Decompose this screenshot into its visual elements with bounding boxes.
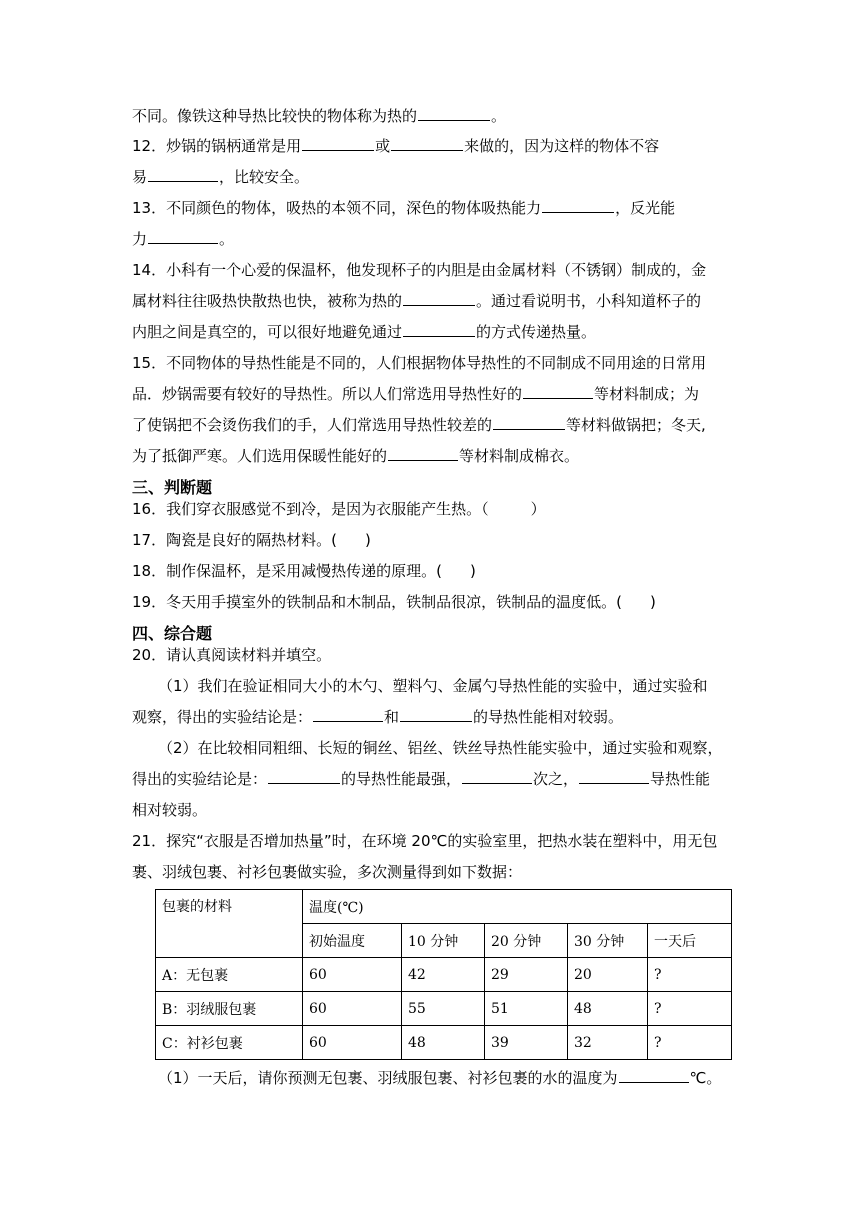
text: 导热性能	[650, 770, 711, 788]
text: 观察，得出的实验结论是：	[132, 708, 313, 726]
row-label: C：衬衫包裹	[156, 1026, 303, 1060]
question-20-1-line-2	[132, 707, 623, 727]
text: 力	[132, 230, 148, 248]
fill-blank[interactable]	[579, 769, 649, 784]
text: （1）一天后，请你预测无包裹、羽绒服包裹、衬衫包裹的水的温度为	[158, 1069, 618, 1087]
fill-blank[interactable]	[148, 167, 218, 182]
text: 品．炒锅需要有较好的导热性。所以人们常选用导热性好的	[132, 385, 523, 403]
text: 15．不同物体的导热性能是不同的，人们根据物体导热性的不同制成不同用途的日常用	[132, 354, 707, 372]
table-cell: 60	[303, 958, 402, 992]
question-17	[132, 530, 371, 550]
fill-blank[interactable]	[403, 322, 475, 337]
table-cell: 51	[485, 992, 568, 1026]
text: 12．炒锅的锅柄通常是用	[132, 137, 302, 155]
column-header: 30 分钟	[568, 924, 648, 958]
table-cell: ?	[648, 1026, 732, 1060]
question-14-line-2	[132, 291, 701, 311]
text: 不同。像铁这种导热比较快的物体称为热的	[132, 107, 418, 125]
material-header: 包裹的材料	[156, 890, 303, 958]
section-heading-comprehensive: 四、综合题	[132, 624, 213, 643]
question-15-line-1	[132, 353, 706, 373]
fill-blank[interactable]	[403, 291, 475, 306]
text: 内胆之间是真空的，可以很好地避免通过	[132, 323, 403, 341]
question-12-line-1	[132, 136, 659, 156]
table-cell: ?	[648, 958, 732, 992]
fill-blank[interactable]	[542, 198, 614, 213]
line-heat-conductor	[132, 106, 506, 126]
temperature-table	[155, 889, 732, 1060]
question-20-2-line-3: 相对较弱。	[132, 801, 208, 819]
table-cell: 60	[303, 992, 402, 1026]
text: 16．我们穿衣服感觉不到冷，是因为衣服能产生热。（	[132, 500, 489, 518]
fill-blank[interactable]	[391, 136, 463, 151]
question-15-line-2	[132, 384, 699, 404]
text: 。	[491, 107, 507, 125]
table-row	[156, 1026, 732, 1060]
table-header-row	[156, 890, 732, 924]
fill-blank[interactable]	[302, 136, 374, 151]
text: 17．陶瓷是良好的隔热材料。(	[132, 531, 337, 549]
text: ，比较安全。	[219, 168, 310, 186]
question-15-line-4	[132, 446, 579, 466]
column-header: 初始温度	[303, 924, 402, 958]
table-cell: 60	[303, 1026, 402, 1060]
question-20-1-line-1: （1）我们在验证相同大小的木勺、塑料勺、金属勺导热性能的实验中，通过实验和	[158, 677, 708, 695]
fill-blank[interactable]	[619, 1068, 689, 1083]
table-cell: 42	[402, 958, 485, 992]
table-cell: 48	[402, 1026, 485, 1060]
fill-blank[interactable]	[523, 384, 593, 399]
text: 得出的实验结论是：	[132, 770, 268, 788]
table-row	[156, 992, 732, 1026]
text: 18．制作保温杯，是采用减慢热传递的原理。(	[132, 562, 442, 580]
question-18	[132, 561, 476, 581]
fill-blank[interactable]	[388, 446, 458, 461]
column-header: 20 分钟	[485, 924, 568, 958]
question-14-line-3	[132, 322, 596, 342]
text: 等材料制成棉衣。	[459, 447, 580, 465]
question-19	[132, 592, 656, 612]
text: 属材料往往吸热快散热也快，被称为热的	[132, 292, 403, 310]
text: 19．冬天用手摸室外的铁制品和木制品，铁制品很凉，铁制品的温度低。(	[132, 593, 622, 611]
text: ℃。	[689, 1069, 722, 1087]
temperature-header: 温度(℃)	[303, 890, 732, 924]
text: 和	[384, 708, 400, 726]
text: 或	[375, 137, 391, 155]
text: 。通过看说明书，小科知道杯子的	[476, 292, 702, 310]
text: 易	[132, 168, 148, 186]
table-cell: 55	[402, 992, 485, 1026]
text: )	[469, 562, 476, 580]
text: 的导热性能相对较弱。	[473, 708, 624, 726]
question-20-2-line-1: （2）在比较相同粗细、长短的铜丝、铝丝、铁丝导热性能实验中，通过实验和观察，	[158, 739, 723, 757]
column-header: 一天后	[648, 924, 732, 958]
text: 等材料制成；为	[594, 385, 700, 403]
fill-blank[interactable]	[493, 415, 565, 430]
question-21-line-1: 21．探究“衣服是否增加热量”时，在环境 20℃的实验室里，把热水装在塑料中，用无包	[132, 832, 718, 850]
text: 13．不同颜色的物体，吸热的本领不同，深色的物体吸热能力	[132, 199, 542, 217]
question-20: 20．请认真阅读材料并填空。	[132, 646, 332, 664]
text: 为了抵御严寒。人们选用保暖性能好的	[132, 447, 388, 465]
table-cell: 48	[568, 992, 648, 1026]
text: 次之，	[533, 770, 579, 788]
row-label: A：无包裹	[156, 958, 303, 992]
question-15-line-3	[132, 415, 706, 435]
table-cell: 29	[485, 958, 568, 992]
fill-blank[interactable]	[268, 769, 340, 784]
text: 了使锅把不会烫伤我们的手，人们常选用导热性较差的	[132, 416, 493, 434]
question-20-2-line-2	[132, 769, 710, 789]
text: 14．小科有一个心爱的保温杯，他发现杯子的内胆是由金属材料（不锈钢）制成的，金	[132, 261, 707, 279]
text: 等材料做锅把；冬天,	[566, 416, 706, 434]
fill-blank[interactable]	[313, 707, 383, 722]
text: )	[364, 531, 371, 549]
text: ，反光能	[615, 199, 676, 217]
table-cell: ?	[648, 992, 732, 1026]
question-12-line-2	[132, 167, 309, 187]
fill-blank[interactable]	[148, 229, 218, 244]
text: 。	[219, 230, 235, 248]
text: 的导热性能最强，	[341, 770, 462, 788]
fill-blank[interactable]	[462, 769, 532, 784]
question-21-line-2: 裹、羽绒包裹、衬衫包裹做实验，多次测量得到如下数据：	[132, 863, 523, 881]
column-header: 10 分钟	[402, 924, 485, 958]
question-13-line-2	[132, 229, 234, 249]
question-16	[132, 499, 546, 519]
fill-blank[interactable]	[418, 106, 490, 121]
text: ）	[530, 500, 546, 518]
table-cell: 39	[485, 1026, 568, 1060]
text: 来做的，因为这样的物体不容	[464, 137, 660, 155]
question-13-line-1	[132, 198, 675, 218]
table-cell: 20	[568, 958, 648, 992]
question-14-line-1	[132, 260, 706, 280]
fill-blank[interactable]	[400, 707, 472, 722]
question-21-1	[158, 1068, 721, 1088]
text: 的方式传递热量。	[476, 323, 597, 341]
section-heading-judgement: 三、判断题	[132, 478, 213, 497]
table-row	[156, 958, 732, 992]
table-cell: 32	[568, 1026, 648, 1060]
text: )	[649, 593, 656, 611]
row-label: B：羽绒服包裹	[156, 992, 303, 1026]
